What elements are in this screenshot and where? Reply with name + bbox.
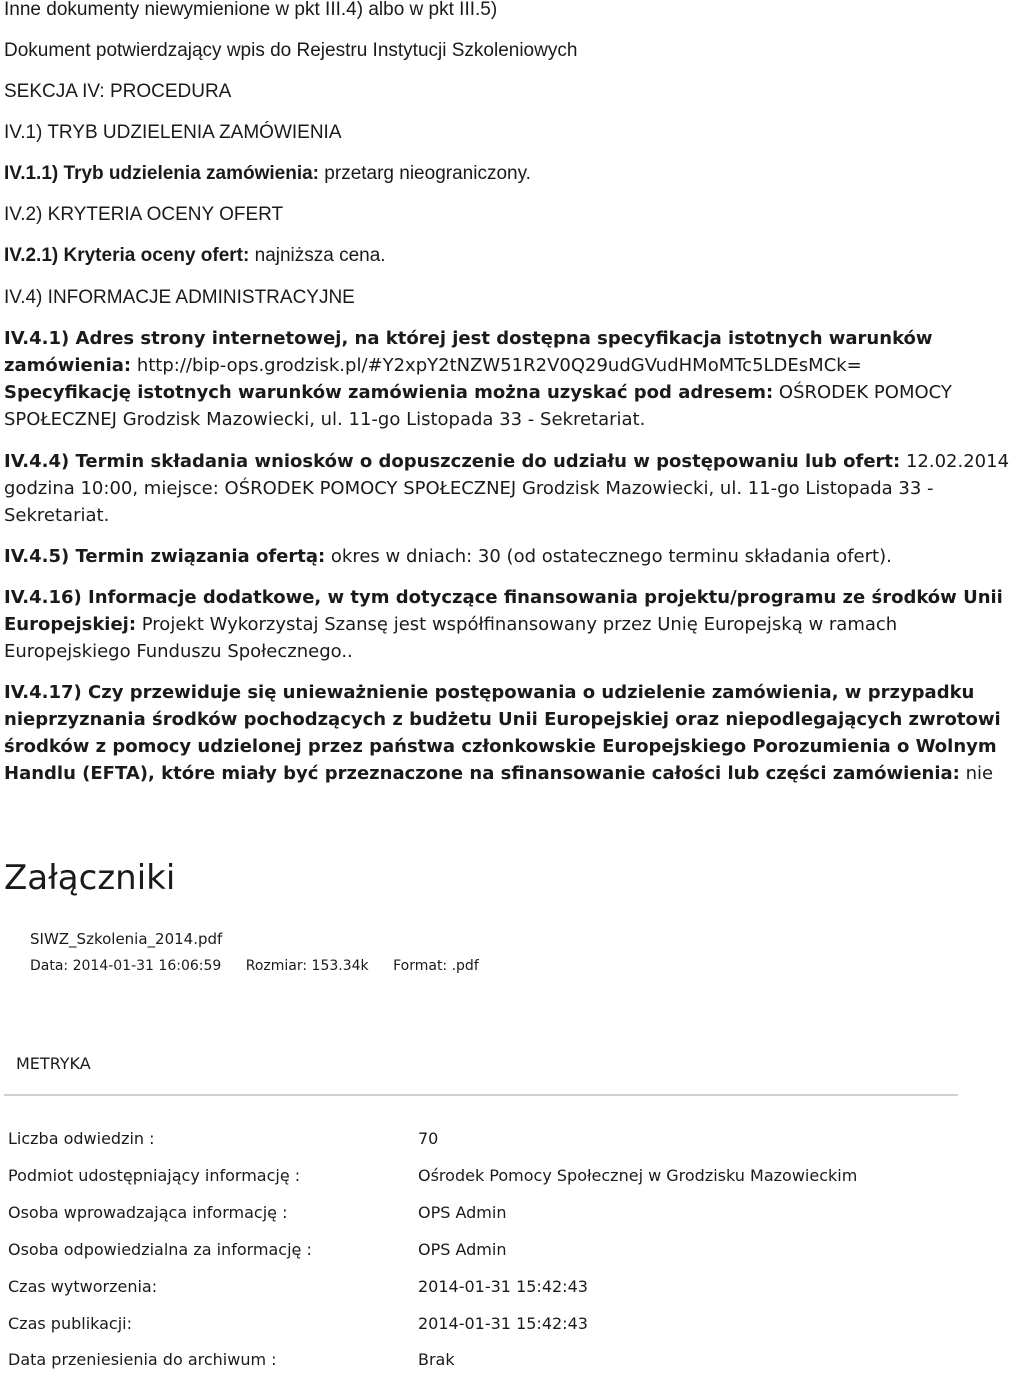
line-informacje-dodatkowe-cont2: Europejskiego Funduszu Społecznego..: [4, 641, 353, 662]
line-specyfikacja-cont: SPOŁECZNEJ Grodzisk Mazowiecki, ul. 11-go Listopada 33 - Sekretariat.: [4, 409, 646, 430]
label-europejskiej: Europejskiej:: [4, 614, 137, 635]
line-informacje-dodatkowe: [4, 584, 1003, 611]
line-termin-skladania-cont: godzina 10:00, miejsce: OŚRODEK POMOCY SPOŁECZNEJ Grodzisk Mazowiecki, ul. 11-go Listopada 33 -: [4, 478, 934, 499]
metryka-label: Czas publikacji:: [8, 1314, 133, 1333]
label-uniewaznienie-3: środków z pomocy udzielonej przez państwa członkowskie Europejskiego Porozumienia o Wolnym: [4, 736, 997, 757]
line-termin-zwiazania: [4, 543, 956, 570]
label-kryteria: IV.2.1) Kryteria oceny ofert:: [4, 245, 250, 266]
metryka-divider: [4, 1094, 958, 1096]
label-zamowienia: zamówienia:: [4, 355, 132, 376]
attachment-file-link[interactable]: SIWZ_Szkolenia_2014.pdf: [30, 930, 223, 948]
metryka-label: Osoba wprowadzająca informację :: [8, 1203, 288, 1222]
label-specyfikacja: Specyfikację istotnych warunków zamówienia można uzyskać pod adresem:: [4, 382, 774, 403]
label-uniewaznienie-2: nieprzyznania środków pochodzących z budżetu Unii Europejskiej oraz niepodlegających zwrotowi: [4, 709, 1001, 730]
heading-tryb: IV.1) TRYB UDZIELENIA ZAMÓWIENIA: [4, 122, 342, 143]
metryka-value: Brak: [418, 1350, 455, 1369]
line-termin-skladania-cont2: Sekretariat.: [4, 505, 110, 526]
value-termin-zwiazania: okres w dniach: 30 (od ostatecznego terminu składania ofert).: [325, 546, 892, 567]
heading-kryteria: IV.2) KRYTERIA OCENY OFERT: [4, 204, 284, 225]
attachment-size: Rozmiar: 153.34k: [245, 958, 369, 974]
metryka-value: OPS Admin: [418, 1240, 507, 1259]
attachment-meta: [30, 958, 499, 974]
value-termin-skladania: 12.02.2014: [900, 451, 1009, 472]
metryka-value: 2014-01-31 15:42:43: [418, 1314, 588, 1333]
label-adres-strony: IV.4.1) Adres strony internetowej, na której jest dostępna specyfikacja istotnych warunków: [4, 328, 933, 349]
line-adres-url: [4, 352, 956, 379]
metryka-label: Czas wytworzenia:: [8, 1277, 158, 1296]
label-uniewaznienie-1: IV.4.17) Czy przewiduje się unieważnienie postępowania o udzielenie zamówienia, w przypadku: [4, 682, 975, 703]
doc-line-registry: Dokument potwierdzający wpis do Rejestru Instytucji Szkoleniowych: [4, 40, 578, 61]
metryka-value: OPS Admin: [418, 1203, 507, 1222]
metryka-label: Osoba odpowiedzialna za informację :: [8, 1240, 312, 1259]
line-adres-strony: [4, 325, 956, 352]
label-termin-skladania: IV.4.4) Termin składania wniosków o dopuszczenie do udziału w postępowaniu lub ofert:: [4, 451, 901, 472]
line-tryb-udzielenia: [4, 160, 956, 187]
metryka-label: Liczba odwiedzin :: [8, 1129, 155, 1148]
label-tryb: IV.1.1) Tryb udzielenia zamówienia:: [4, 163, 320, 184]
value-uniewaznienie: nie: [959, 763, 994, 784]
attachment-format: Format: .pdf: [393, 958, 479, 974]
attachment-date: Data: 2014-01-31 16:06:59: [30, 958, 222, 974]
metryka-label: Data przeniesienia do archiwum :: [8, 1350, 277, 1369]
spec-url-link[interactable]: http://bip-ops.grodzisk.pl/#Y2xpY2tNZW51R2V0Q29udGVudHMoMTc5LDEsMCk=: [131, 355, 862, 376]
line-uniewaznienie-2: [4, 706, 1001, 733]
label-uniewaznienie-4: Handlu (EFTA), które miały być przeznaczone na sfinansowanie całości lub części zamówienia:: [4, 763, 960, 784]
value-specyfikacja: OŚRODEK POMOCY: [773, 382, 952, 403]
metryka-label: Podmiot udostępniający informację :: [8, 1166, 301, 1185]
line-informacje-dodatkowe-cont: [4, 611, 956, 638]
line-uniewaznienie-4: [4, 760, 994, 787]
doc-line-other-documents: Inne dokumenty niewymienione w pkt III.4) albo w pkt III.5): [4, 0, 498, 20]
value-informacje-dodatkowe: Projekt Wykorzystaj Szansę jest współfinansowany przez Unię Europejską w ramach: [136, 614, 898, 635]
value-kryteria: najniższa cena.: [249, 245, 386, 266]
line-uniewaznienie-3: [4, 733, 997, 760]
metryka-value: 70: [418, 1129, 439, 1148]
heading-informacje: IV.4) INFORMACJE ADMINISTRACYJNE: [4, 287, 355, 308]
line-termin-skladania: [4, 448, 1009, 475]
metryka-value: Ośrodek Pomocy Społecznej w Grodzisku Mazowieckim: [418, 1166, 858, 1185]
metryka-title: METRYKA: [16, 1054, 91, 1073]
value-tryb: przetarg nieograniczony.: [319, 163, 531, 184]
line-specyfikacja: [4, 379, 956, 406]
line-uniewaznienie-1: [4, 679, 975, 706]
attachments-heading: Załączniki: [4, 858, 176, 898]
label-termin-zwiazania: IV.4.5) Termin związania ofertą:: [4, 546, 326, 567]
section-heading-procedure: SEKCJA IV: PROCEDURA: [4, 81, 232, 102]
label-informacje-dodatkowe: IV.4.16) Informacje dodatkowe, w tym dotyczące finansowania projektu/programu ze środków Unii: [4, 587, 1003, 608]
metryka-value: 2014-01-31 15:42:43: [418, 1277, 588, 1296]
line-kryteria: [4, 242, 956, 269]
